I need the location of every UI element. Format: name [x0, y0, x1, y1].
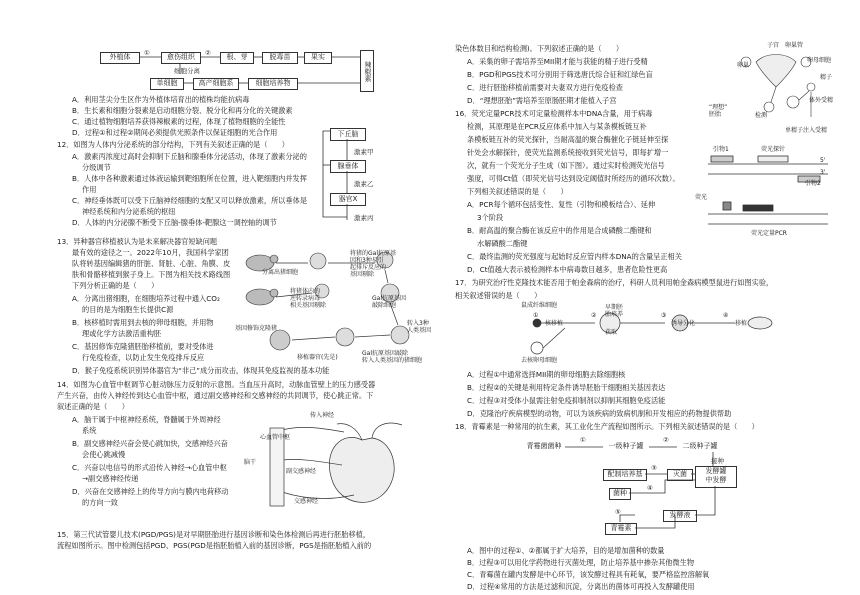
q16-line: 条模板链互补的荧光探针，当耐高温的聚合酶催化子链延伸至探	[467, 135, 669, 144]
q16-line: 下列相关叙述错误的是（ ）	[467, 187, 568, 196]
q18-option-b: B．过程③可以用化学药物进行灭菌处理，防止培养基中掺杂其他微生物	[467, 558, 695, 567]
q12-line: B．人体中各种激素通过体液运输到靶细胞所在位置，进入靶细胞内并发挥	[72, 174, 307, 183]
label-primer1: 引物1	[713, 146, 729, 153]
q12-line: D．人体的内分泌腺不断受下丘脑-腺垂体-靶腺这一调控轴的调节	[72, 218, 277, 227]
q16-line: 水解磷酸二酯键	[477, 239, 528, 248]
flow-cells: 菌种	[609, 488, 631, 500]
flow-penicillin: 青霉素	[605, 523, 637, 535]
q14-option-b: B．副交感神经兴奋会使心跳加快，交感神经兴奋	[72, 439, 228, 448]
flow-seed2: 二级种子罐	[677, 442, 723, 452]
ivf-label: “理想”	[709, 104, 728, 111]
box-pituitary: 腺垂体	[330, 160, 366, 173]
q16-line: 针处会水解探针，使荧光监测系统接收到荧光信号，即每扩增一	[467, 148, 669, 157]
xeno-label: Gal抗原基因	[372, 295, 406, 302]
label-fluorescence: 荧光	[695, 194, 708, 201]
q16-option-b: B．耐高温的聚合酶在该反应中的作用是合成磷酸二酯键和	[467, 226, 652, 235]
q18-stem: 18．青霉素是一种常用的抗生素，其工业化生产流程如图所示。下列相关叙述错误的是（ ）	[455, 422, 759, 431]
q12-line: 神经系统和内分泌系统的枢纽	[82, 207, 176, 216]
q16-option-d: D．Ct值越大表示被检测样本中病毒数目越多，患者危险性更高	[467, 265, 668, 274]
q15-stem: 15．第三代试管婴儿技术(PGD/PGS)是对早期胚胎进行基因诊断和染色体检测后再进行胚胎移植，	[57, 530, 371, 539]
xeno-label: 将猪的Gal抗原基	[350, 250, 396, 257]
q17-option-d: D．克隆治疗疾病模型的动物，可以为该疾病的致病机制和开发相应的药物提供帮助	[467, 409, 732, 418]
xeno-label: 敲除细胞	[372, 302, 397, 309]
q16-line: 3个阶段	[477, 213, 504, 222]
flow-step1: ①	[580, 436, 586, 444]
q14-line: 叙述正确的是（ ）	[57, 402, 129, 411]
xeno-drawing	[240, 245, 440, 360]
label-induce: 诱导分化	[671, 320, 696, 327]
q16-line: 检测，其原理是在PCR反应体系中加入与某条模板链互补	[467, 122, 647, 131]
q13-line: 肤和骨骼移植到猴子身上。下图为相关技术路线图	[72, 270, 231, 279]
flow-seed1: 一级种子罐	[603, 442, 649, 452]
ivf-label: 卵巢	[737, 62, 750, 69]
xeno-label: 将猪体内的	[290, 288, 321, 295]
q15-continued: 染色体数目和结构检测)。下列叙述正确的是（ ）	[455, 44, 624, 53]
q13-line: 的目的是为细胞生长提供C源	[82, 305, 174, 314]
flow-medium: 配制培养基	[603, 469, 647, 481]
label-3prime: 3'	[820, 169, 826, 176]
flow-box-virusfree: 脱毒苗	[262, 52, 298, 64]
q15-line: 流程如图所示。图中检测包括PGD、PGS(PGD是指胚胎植入前的基因诊断，PGS是指胚胎植入前的	[57, 541, 372, 550]
q14-line: 会使心跳减慢	[82, 450, 126, 459]
flow-box-explant: 外植体	[100, 52, 140, 64]
q18-option-c: C．青霉菌在罐内发酵是中心环节，该发酵过程具有耗氧，要严格监控溶解氧	[467, 570, 710, 579]
label-hormone-c: 激素丙	[354, 214, 374, 222]
q13-option-d: D．猴子免疫系统识别异体器官为“非己”成分而攻击，体现其免疫监视的基本功能	[72, 366, 330, 375]
q11-option-c: C．通过植物细胞培养获得辣椒素的过程，体现了植物细胞的全能性	[72, 117, 286, 126]
q15-option-c: C．进行胚胎移植前需要对夫妻双方进行免疫检查	[467, 83, 623, 92]
q17-option-a: A．过程①中通常选择MII期的卵母细胞去除细胞核	[467, 370, 626, 379]
step-label-1: ①	[144, 49, 150, 57]
label-fibroblast: 鼠成纤维细胞	[521, 302, 558, 309]
q14-line: 产生兴奋，由传入神经传到达心血管中枢，通过副交感神经和交感神经的共同调节，使心跳正常。下	[57, 391, 374, 400]
label-sympathetic: 交感神经	[294, 498, 319, 505]
ivf-label: 单精子注入受精	[785, 127, 828, 134]
flow-inoculate: 接种	[711, 457, 724, 465]
q12-stem: 12．如图为人体内分泌系统的部分结构，下列有关叙述正确的是（ ）	[57, 140, 289, 149]
cloning-drawing	[515, 308, 805, 363]
xeno-label: 基因修饰克隆猪	[235, 325, 278, 332]
q13-line: 行免疫检查，以防止发生免疫排斥反应	[82, 353, 205, 362]
label-early-embryo: 早期胚	[605, 304, 624, 311]
label-center: 心血管中枢	[260, 434, 291, 441]
q11-option-b: B．生长素和细胞分裂素是启动细胞分裂、脱分化和再分化的关键激素	[72, 106, 293, 115]
label-step1: ①	[533, 312, 539, 319]
flow-sterilize: 灭菌	[667, 469, 693, 481]
fermenter-line2: 中发酵	[705, 476, 727, 484]
q13-option-c: C．基因修饰克隆猪胚胎移植前，要对受体进	[72, 342, 214, 351]
q18-option-a: A．图中的过程①、②都属于扩大培养，目的是增加菌种的数量	[467, 546, 665, 555]
q13-stem: 13．异种器官移植被认为是未来解决器官短缺问题	[57, 237, 218, 246]
xeno-label: 基因剔除	[350, 271, 375, 278]
flow-step2: ②	[663, 436, 669, 444]
label-5prime: 5'	[820, 157, 826, 164]
q15-option-d: D．“理想胚胎”需培养至原肠胚期才能植入子宫	[467, 96, 617, 105]
label-afferent: 传入神经	[310, 412, 335, 419]
xeno-label: 人类基因	[407, 327, 432, 334]
flow-box-highyield: 高产细胞系	[193, 78, 239, 90]
q13-option-b: B．核移植时需用到去核的卵母细胞，并用物	[72, 318, 214, 327]
xeno-label: Gal抗原基因敲除	[362, 350, 408, 357]
qpcr-drawing	[703, 142, 833, 237]
xeno-label: 转入3种	[407, 320, 429, 327]
q14-option-c: C．兴奋以电信号的形式沿传入神经→心血管中枢	[72, 463, 227, 472]
q14-option-a: A．脑干属于中枢神经系统，脊髓属于外周神经	[72, 415, 221, 424]
q17-stem: 17．为研究治疗性克隆技术能否用于帕金森病的治疗，科研人员利用帕金森病模型鼠进行如图实验，	[455, 278, 774, 287]
flow-box-fruit: 果实	[304, 52, 332, 64]
box-organ-x: 器官X	[330, 193, 366, 206]
q17-option-b: B．过程②的关键是利用特定条件诱导胚胎干细胞相关基因表达	[467, 383, 666, 392]
label-hormone-b: 激素乙	[354, 180, 374, 188]
ivf-label: 精子	[820, 74, 833, 81]
q12-line: 分级调节	[82, 163, 111, 172]
heart-drawing	[262, 410, 432, 520]
q18-option-d: D．过程④常用的方法是过滤和沉淀，分离出的菌体可再投入发酵罐使用	[467, 582, 695, 591]
q14-stem: 14．如图为心血管中枢调节心脏动脉压力反射的示意图。当血压升高时，动脉血管壁上的压力感受器	[57, 380, 376, 389]
xeno-label: 相关基因剔除	[290, 302, 327, 309]
flow-step5: ⑤	[615, 508, 621, 516]
label-qpcr: 荧光定量PCR	[751, 230, 787, 237]
flow-box-single-cell: 单细胞	[150, 78, 184, 90]
q13-line: 最有效的途径之一。2022年10月，我国科学家团	[72, 248, 229, 257]
q17-line: 相关叙述错误的是（ ）	[455, 291, 542, 300]
q12-line: A．激素丙浓度过高时会抑制下丘脑和腺垂体分泌活动，体现了激素分泌的	[72, 152, 307, 161]
q13-line: 理或化学方法激活重构胚	[82, 329, 162, 338]
xeno-label: 移植器官(先是)	[297, 354, 338, 361]
q13-option-a: A．分离出猪细胞，在细胞培养过程中通入CO₂	[72, 294, 220, 303]
flow-broth: 发酵液	[663, 510, 697, 522]
q16-stem: 16．荧光定量PCR技术可定量检测样本中DNA含量，用于病毒	[455, 109, 653, 118]
q14-option-d: D．兴奋在交感神经上的传导方向与膜内电荷移动	[72, 487, 229, 496]
label-primer2: 引物2	[805, 180, 821, 187]
label-embryo-culture: 胎培养	[605, 311, 624, 318]
q17-option-c: C．过程③对受体小鼠需注射免疫抑制剂以抑制其细胞免疫活能	[467, 396, 666, 405]
label-transplant: 移植	[735, 320, 748, 327]
q16-line: 强度，可得Ct值（即荧光信号达到设定阈值时所经历的循环次数）。	[467, 174, 680, 183]
q13-line: 下列分析正确的是（ ）	[72, 281, 159, 290]
flow-box-roots: 根、芽	[220, 52, 254, 64]
q14-line: →副交感神经传递	[82, 474, 139, 483]
flow-box-capsaicin: 辣椒素	[360, 50, 374, 92]
xeno-label: 分离出猪细胞	[262, 269, 299, 276]
ivf-label: 胚胎	[709, 111, 722, 118]
flow-arrows	[72, 0, 372, 100]
q15-option-a: A．采集的卵子需培养至MII期才能与获能的精子进行受精	[467, 57, 648, 66]
label-step2: ②	[591, 312, 597, 319]
label-enucleated-oocyte: 去核卵母细胞	[521, 357, 558, 364]
q16-line: 次，就有一个荧光分子生成（如下图）。通过实时检测荧光信号	[467, 161, 665, 170]
q12-line: C．神经垂体既可以受下丘脑神经细胞的支配又可以释放激素，所以垂体是	[72, 196, 308, 205]
label-obtain: 获取	[605, 329, 618, 336]
endocrine-arrows	[317, 125, 377, 225]
q12-line: 作用	[82, 185, 97, 194]
ivf-label: 体外受精	[809, 97, 834, 104]
label-step3: ③	[661, 312, 667, 319]
fermenter-line1: 发酵罐	[705, 467, 727, 475]
step-label-2: ②	[205, 49, 211, 57]
ivf-label: 卵母细胞	[807, 57, 832, 64]
label-parasympathetic: 副交感神经	[286, 468, 317, 475]
flow-step3: ③	[651, 464, 657, 472]
q15-option-b: B．PGD和PGS技术可分别用于筛选唐氏综合征和红绿色盲	[467, 70, 653, 79]
box-hypothalamus: 下丘脑	[330, 128, 366, 141]
q13-line: 队将转基因编辑猪的肝脏、肾脏、心脏、角膜、皮	[72, 259, 231, 268]
flow-label-separation: 细胞分离	[174, 67, 200, 75]
ivf-label: 子宫	[767, 42, 780, 49]
ivf-label: 检测	[755, 112, 768, 119]
xeno-label: 因和3种易引	[350, 257, 384, 264]
flow-step4: ④	[647, 484, 653, 492]
q16-option-c: C．最终监测的荧光强度与起始时反应管内样本DNA的含量呈正相关	[467, 252, 682, 261]
q14-line: 系统	[82, 426, 97, 435]
label-probe: 荧光探针	[761, 146, 786, 153]
label-nuclear-transfer: 核移植	[545, 320, 564, 327]
flow-box-callus: 愈伤组织	[161, 52, 201, 64]
label-step4: ④	[723, 312, 729, 319]
left-column	[57, 0, 437, 595]
label-hormone-a: 激素甲	[354, 148, 374, 156]
q16-option-a: A．PCR每个循环包括变性、复性（引物和模板结合）、延伸	[467, 200, 656, 209]
q11-option-d: D．过程①和过程②期间必须提供光照条件以保证细胞的光合作用	[72, 128, 278, 137]
flow-strain: 青霉菌菌种	[523, 442, 565, 452]
ivf-label: 卵巢管	[785, 42, 804, 49]
xeno-label: 转入人类基因的猪细胞	[362, 357, 423, 364]
q11-option-a: A．利用茎尖分生区作为外植体培育出的植株均能抗病毒	[72, 95, 250, 104]
xeno-label: 起排斥反应的	[350, 264, 387, 271]
label-brainstem: 脑干	[244, 459, 257, 466]
q14-line: 的方向一致	[82, 498, 118, 507]
right-column	[455, 0, 835, 595]
penicillin-arrows	[455, 430, 755, 540]
flow-box-culture: 细胞培养物	[248, 78, 298, 90]
xeno-label: 逆转录病毒	[290, 295, 321, 302]
